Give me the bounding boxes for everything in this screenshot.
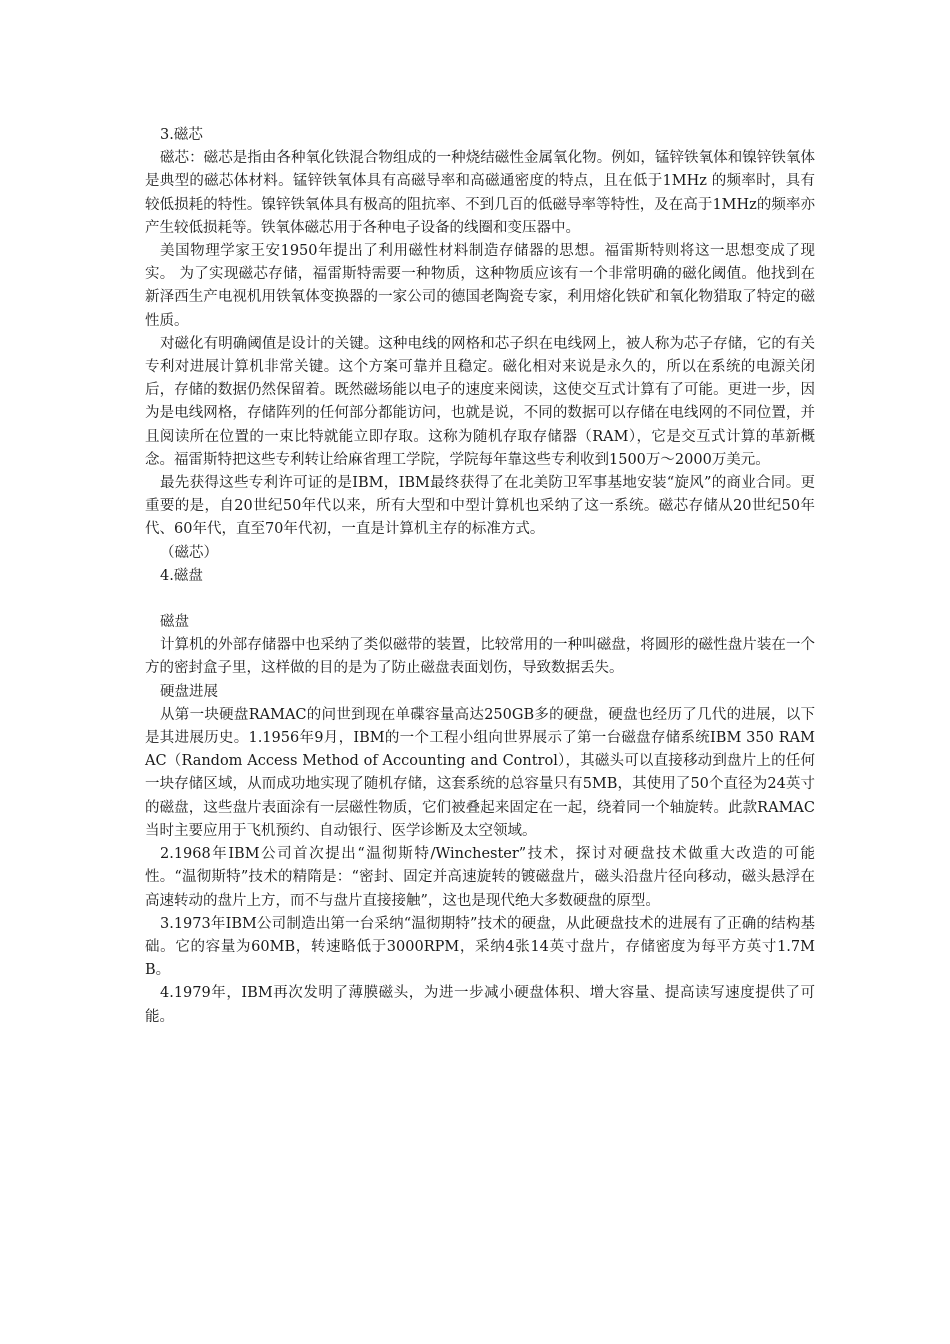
caption-magnetic-core: （磁芯） xyxy=(160,544,218,561)
paragraph-hdd-1973: 3.1973年IBM公司制造出第一台采纳“温彻期特”技术的硬盘，从此硬盘技术的进展有了正确的结构基础。它的容量为60MB，转速略低于3000RPM，采纳4张14英寸盘片，存储密度为每平方英寸1.7MB。 xyxy=(145,915,815,979)
subheading-disk: 磁盘 xyxy=(160,614,189,631)
section-heading-magnetic-core: 3.磁芯 xyxy=(160,127,203,143)
paragraph-core-history: 美国物理学家王安1950年提出了利用磁性材料制造存储器的思想。福雷斯特则将这一思想变成了现实。 为了实现磁芯存储，福雷斯特需要一种物质，这种物质应该有一个非常明确的磁化阈值。他找到在新泽西生产电视机用铁氧体变换器的一家公司的德国老陶瓷专家，利用熔化铁矿和氧化物猎取了特定的磁性质。 xyxy=(145,243,815,329)
paragraph-core-ibm: 最先获得这些专利许可证的是IBM，IBM最终获得了在北美防卫军事基地安装“旋风”的商业合同。更重要的是，自20世纪50年代以来，所有大型和中型计算机也采纳了这一系统。磁芯存储从20世纪50年代、60年代，直至70年代初，一直是计算机主存的标准方式。 xyxy=(145,475,815,538)
subheading-hdd-progress: 硬盘进展 xyxy=(160,683,218,700)
document-body xyxy=(145,124,815,1029)
section-heading-disk: 4.磁盘 xyxy=(160,567,203,584)
paragraph-core-storage: 对磁化有明确阈值是设计的关键。这种电线的网格和芯子织在电线网上，被人称为芯子存储，它的有关专利对进展计算机非常关键。这个方案可靠并且稳定。磁化相对来说是永久的，所以在系统的电源关闭后，存储的数据仍然保留着。既然磁场能以电子的速度来阅读，这使交互式计算有了可能。更进一步，因为是电线网格，存储阵列的任何部分都能访问，也就是说，不同的数据可以存储在电线网的不同位置，并且阅读所在位置的一束比特就能立即存取。这称为随机存取存储器（RAM），它是交互式计算的革新概念。福雷斯特把这些专利转让给麻省理工学院，学院每年靠这些专利收到1500万～2000万美元。 xyxy=(145,335,815,468)
paragraph-hdd-1956: 从第一块硬盘RAMAC的问世到现在单碟容量高达250GB多的硬盘，硬盘也经历了几代的进展，以下是其进展历史。1.1956年9月，IBM的一个工程小组向世界展示了第一台磁盘存储系统IBM 350 RAMAC（Random Access Method of Accounting and Control），其磁头可以直接移动到盘片上的任何一块存储区域，从而成功地实现了随机存储，这套系统的总容量只有5MB，其使用了50个直径为24英寸的磁盘，这些盘片表面涂有一层磁性物质，它们被叠起来固定在一起，绕着同一个轴旋转。此款RAMAC当时主要应用于飞机预约、自动银行、医学诊断及太空领域。 xyxy=(145,706,815,839)
paragraph-hdd-1968: 2.1968年IBM公司首次提出“温彻斯特/Winchester”技术，探讨对硬盘技术做重大改造的可能性。“温彻斯特”技术的精隋是：“密封、固定并高速旋转的镀磁盘片，磁头沿盘片径向移动，磁头悬浮在高速转动的盘片上方，而不与盘片直接接触”，这也是现代绝大多数硬盘的原型。 xyxy=(145,846,815,909)
paragraph-core-definition: 磁芯：磁芯是指由各种氧化铁混合物组成的一种烧结磁性金属氧化物。例如，锰锌铁氧体和镍锌铁氧体是典型的磁芯体材料。锰锌铁氧体具有高磁导率和高磁通密度的特点，且在低于1MHz 的频率时，具有较低损耗的特性。镍锌铁氧体具有极高的阻抗率、不到几百的低磁导率等特性，及在高于1MHz的频率亦产生较低损耗等。铁氧体磁芯用于各种电子设备的线圈和变压器中。 xyxy=(145,150,815,236)
paragraph-hdd-1979: 4.1979年，IBM再次发明了薄膜磁头，为进一步减小硬盘体积、增大容量、提高读写速度提供了可能。 xyxy=(145,985,815,1025)
spacer xyxy=(145,588,815,611)
paragraph-disk-intro: 计算机的外部存储器中也采纳了类似磁带的装置，比较常用的一种叫磁盘，将圆形的磁性盘片装在一个方的密封盒子里，这样做的目的是为了防止磁盘表面划伤，导致数据丢失。 xyxy=(145,637,815,677)
